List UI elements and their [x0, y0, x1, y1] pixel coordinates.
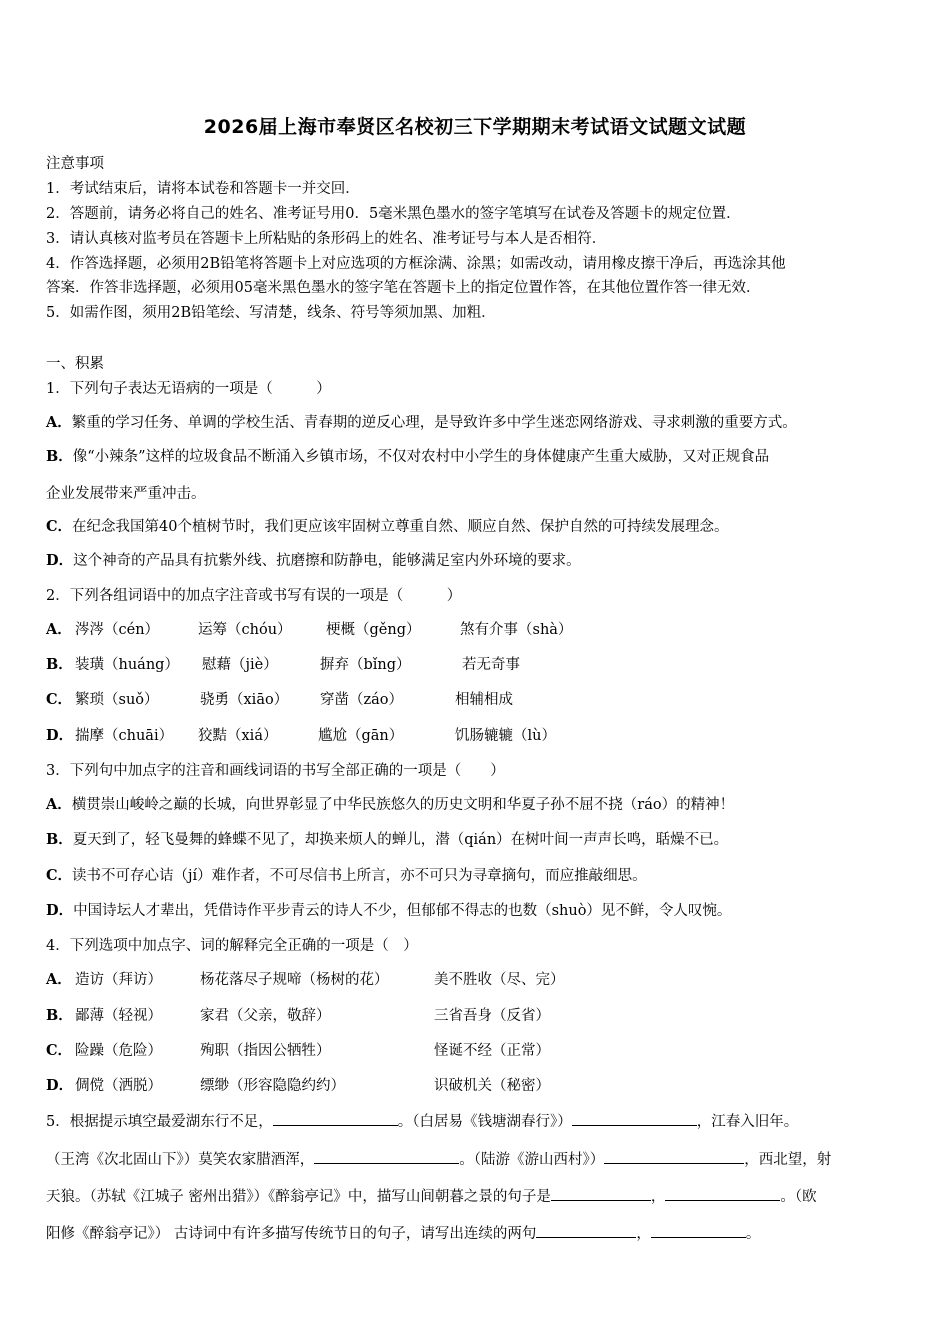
- question-2-word: 慰藉（jiè）: [202, 657, 278, 673]
- answer-blank[interactable]: [665, 1186, 780, 1201]
- question-4-word: 造访（拜访）: [75, 972, 162, 988]
- answer-blank[interactable]: [651, 1223, 746, 1238]
- question-2-word: 煞有介事（shà）: [460, 622, 573, 638]
- notice-item: 1．考试结束后，请将本试卷和答题卡一并交回．: [46, 181, 360, 197]
- question-2-word: 若无奇事: [462, 657, 520, 673]
- question-5-line: 天狼。（苏轼《江城子 密州出猎》）《醉翁亭记》中，描写山间朝暮之景的句子是 ， 。（欧: [46, 1185, 817, 1206]
- question-5-line: 5．根据提示填空最爱湖东行不足， 。（白居易《钱塘湖春行》） ，江春入旧年。: [46, 1110, 798, 1131]
- question-4-label: C．: [46, 1042, 73, 1059]
- notice-item: 2．答题前，请务必将自己的姓名、准考证号用0．5毫米黑色墨水的签字笔填写在试卷及答题卡的规定位置．: [46, 206, 741, 222]
- notice-item: 答案．作答非选择题，必须用05毫米黑色墨水的签字笔在答题卡上的指定位置作答，在其他位置作答一律无效．: [46, 280, 761, 296]
- section-heading: 一、积累: [46, 356, 104, 372]
- question-4-word: 险躁（危险）: [75, 1043, 162, 1059]
- question-2-word: 穿凿（záo）: [320, 692, 404, 708]
- question-2-word: 相辅相成: [455, 692, 513, 708]
- question-1-option-b: B．像“小辣条”这样的垃圾食品不断涌入乡镇市场，不仅对农村中小学生的身体健康产生重大威胁，又对正规食品: [46, 448, 770, 465]
- question-1-option-b-cont: 企业发展带来严重冲击。: [46, 486, 206, 502]
- question-2-word: 揣摩（chuāi）: [75, 728, 174, 744]
- question-2-word: 饥肠辘辘（lù）: [455, 728, 556, 744]
- page-title: 2026届上海市奉贤区名校初三下学期期末考试语文试题文试题: [203, 116, 747, 138]
- question-2-word: 涔涔（cén）: [75, 622, 160, 638]
- question-4-word: 三省吾身（反省）: [434, 1008, 550, 1024]
- notice-item: 3．请认真核对监考员在答题卡上所粘贴的条形码上的姓名、准考证号与本人是否相符．: [46, 231, 607, 247]
- question-1-option-c: C．在纪念我国第40个植树节时，我们更应该牢固树立尊重自然、顺应自然、保护自然的可持续发展理念。: [46, 518, 729, 535]
- question-2-word: 运筹（chóu）: [198, 622, 292, 638]
- answer-blank[interactable]: [551, 1186, 651, 1201]
- question-1-option-a: A．繁重的学习任务、单调的学校生活、青春期的逆反心理，是导致许多中学生迷恋网络游戏、寻求刺激的重要方式。: [46, 414, 797, 431]
- question-1-stem: 1．下列句子表达无语病的一项是（ ）: [46, 381, 331, 397]
- question-4-label: B．: [46, 1007, 73, 1024]
- question-2-word: 装璜（huáng）: [75, 657, 179, 673]
- question-3-stem: 3．下列句中加点字的注音和画线词语的书写全部正确的一项是（ ）: [46, 763, 505, 779]
- question-3-option-c: C．读书不可存心诘（jí）难作者，不可尽信书上所言，亦不可只为寻章摘句，而应推敲细思。: [46, 867, 647, 884]
- notice-heading: 注意事项: [46, 156, 104, 172]
- question-4-label: A．: [46, 971, 72, 988]
- question-3-option-a: A．横贯崇山峻岭之巅的长城，向世界彰显了中华民族悠久的历史文明和华夏子孙不屈不挠（ráo）的精神！: [46, 796, 735, 813]
- question-2-word: 梗概（gěng）: [326, 622, 421, 638]
- answer-blank[interactable]: [604, 1149, 744, 1164]
- question-4-stem: 4．下列选项中加点字、词的解释完全正确的一项是（ ）: [46, 938, 418, 954]
- question-4-word: 杨花落尽子规啼（杨树的花）: [200, 972, 389, 988]
- answer-blank[interactable]: [572, 1111, 697, 1126]
- question-2-word: 狡黠（xiá）: [198, 728, 278, 744]
- question-4-word: 家君（父亲，敬辞）: [200, 1008, 331, 1024]
- question-4-word: 怪诞不经（正常）: [434, 1043, 550, 1059]
- notice-item: 4．作答选择题，必须用2B铅笔将答题卡上对应选项的方框涂满、涂黑；如需改动，请用橡皮擦干净后，再选涂其他: [46, 256, 786, 272]
- question-5-line: （王湾《次北固山下》）莫笑农家腊酒浑， 。（陆游《游山西村》） ，西北望，射: [46, 1148, 831, 1169]
- question-1-option-d: D．这个神奇的产品具有抗紫外线、抗磨擦和防静电，能够满足室内外环境的要求。: [46, 552, 581, 569]
- question-2-word: 摒弃（bǐng）: [320, 657, 411, 673]
- question-2-word: 尴尬（gān）: [318, 728, 404, 744]
- question-3-option-d: D．中国诗坛人才辈出，凭借诗作平步青云的诗人不少，但郁郁不得志的也数（shuò）见不鲜，令人叹惋。: [46, 902, 732, 919]
- question-4-word: 识破机关（秘密）: [434, 1078, 550, 1094]
- notice-item: 5．如需作图，须用2B铅笔绘、写清楚，线条、符号等须加黑、加粗．: [46, 305, 496, 321]
- answer-blank[interactable]: [314, 1149, 459, 1164]
- answer-blank[interactable]: [273, 1111, 398, 1126]
- question-4-word: 鄙薄（轻视）: [75, 1008, 162, 1024]
- question-2-stem: 2．下列各组词语中的加点字注音或书写有误的一项是（ ）: [46, 588, 462, 604]
- question-4-word: 缥缈（形容隐隐约约）: [200, 1078, 345, 1094]
- question-4-word: 殉职（指因公牺牲）: [200, 1043, 331, 1059]
- question-2-label: B．: [46, 656, 73, 673]
- question-4-label: D．: [46, 1077, 74, 1094]
- question-2-label: D．: [46, 727, 74, 744]
- question-4-word: 美不胜收（尽、完）: [434, 972, 565, 988]
- question-3-option-b: B．夏天到了，轻飞曼舞的蜂蝶不见了，却换来烦人的蝉儿，潜（qián）在树叶间一声声长鸣，聒燥不已。: [46, 831, 729, 848]
- question-2-label: C．: [46, 691, 73, 708]
- question-5-line: 阳修《醉翁亭记》） 古诗词中有许多描写传统节日的句子，请写出连续的两句 ， 。: [46, 1222, 760, 1243]
- question-2-word: 骁勇（xiāo）: [200, 692, 289, 708]
- answer-blank[interactable]: [536, 1223, 636, 1238]
- question-4-word: 倜傥（洒脱）: [75, 1078, 162, 1094]
- question-2-word: 繁琐（suǒ）: [75, 692, 159, 708]
- question-2-label: A．: [46, 621, 72, 638]
